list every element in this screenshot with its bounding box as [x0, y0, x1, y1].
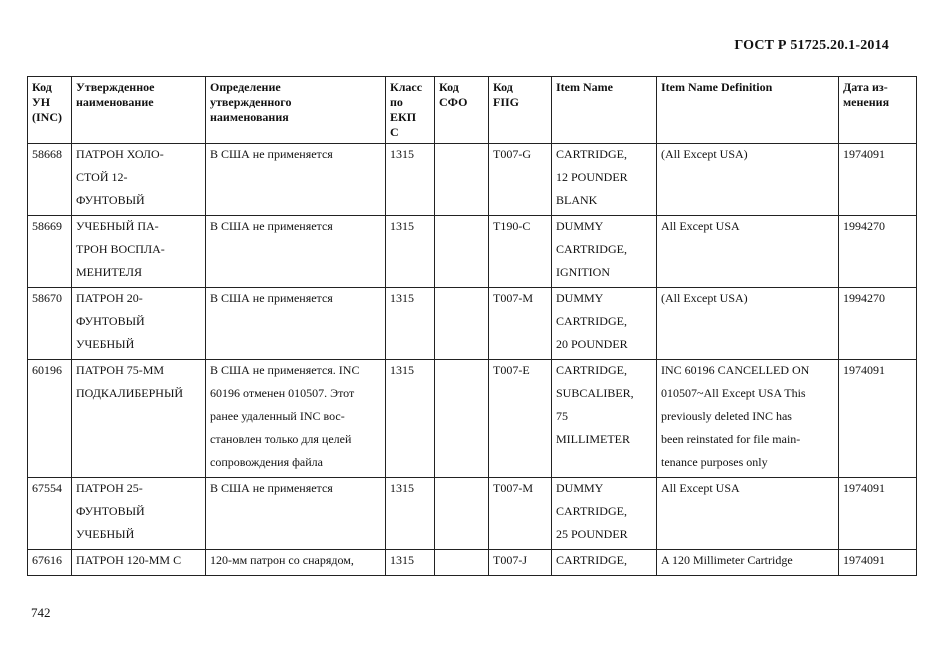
- data-table: [27, 76, 917, 576]
- change-date-cell: 1994270: [839, 288, 917, 360]
- column-header-fiig: Код FIIG: [489, 77, 552, 144]
- item-name-cell: DUMMY CARTRIDGE, IGNITION: [552, 216, 657, 288]
- item-name-definition-cell: (All Except USA): [657, 144, 839, 216]
- column-header-change-date: Дата из- менения: [839, 77, 917, 144]
- class-cell: 1315: [386, 478, 435, 550]
- approved-name-cell: ПАТРОН 75-ММ ПОДКАЛИБЕРНЫЙ: [72, 360, 206, 478]
- approved-name-cell: ПАТРОН 25- ФУНТОВЫЙ УЧЕБНЫЙ: [72, 478, 206, 550]
- inc-cell: 67616: [28, 550, 72, 576]
- change-date-cell: 1974091: [839, 360, 917, 478]
- sfo-cell: [435, 550, 489, 576]
- class-cell: 1315: [386, 360, 435, 478]
- definition-cell: 120-мм патрон со снарядом,: [206, 550, 386, 576]
- item-name-cell: DUMMY CARTRIDGE, 25 POUNDER: [552, 478, 657, 550]
- sfo-cell: [435, 478, 489, 550]
- table-row: [28, 144, 917, 216]
- change-date-cell: 1974091: [839, 550, 917, 576]
- fiig-cell: T007-E: [489, 360, 552, 478]
- column-header-approved-name: Утвержденное наименование: [72, 77, 206, 144]
- approved-name-cell: ПАТРОН 20- ФУНТОВЫЙ УЧЕБНЫЙ: [72, 288, 206, 360]
- column-header-class: Класс по ЕКП С: [386, 77, 435, 144]
- table-row: [28, 216, 917, 288]
- column-header-item-name-definition: Item Name Definition: [657, 77, 839, 144]
- item-name-definition-cell: All Except USA: [657, 216, 839, 288]
- item-name-definition-cell: All Except USA: [657, 478, 839, 550]
- fiig-cell: T007-G: [489, 144, 552, 216]
- item-name-cell: DUMMY CARTRIDGE, 20 POUNDER: [552, 288, 657, 360]
- class-cell: 1315: [386, 550, 435, 576]
- item-name-cell: CARTRIDGE,: [552, 550, 657, 576]
- sfo-cell: [435, 360, 489, 478]
- column-header-definition: Определение утвержденного наименования: [206, 77, 386, 144]
- approved-name-cell: ПАТРОН 120-ММ С: [72, 550, 206, 576]
- inc-cell: 58668: [28, 144, 72, 216]
- inc-cell: 60196: [28, 360, 72, 478]
- class-cell: 1315: [386, 144, 435, 216]
- item-name-definition-cell: INC 60196 CANCELLED ON 010507~All Except USA This previously deleted INC has been reinstated for file main- tenance purposes only: [657, 360, 839, 478]
- definition-cell: В США не применяется: [206, 144, 386, 216]
- table-row: [28, 550, 917, 576]
- table-header-row: [28, 77, 917, 144]
- fiig-cell: T007-J: [489, 550, 552, 576]
- sfo-cell: [435, 288, 489, 360]
- approved-name-cell: ПАТРОН ХОЛО- СТОЙ 12- ФУНТОВЫЙ: [72, 144, 206, 216]
- change-date-cell: 1974091: [839, 478, 917, 550]
- item-name-definition-cell: A 120 Millimeter Cartridge: [657, 550, 839, 576]
- column-header-sfo: Код СФО: [435, 77, 489, 144]
- table-row: [28, 478, 917, 550]
- column-header-inc: Код УН (INC): [28, 77, 72, 144]
- table-row: [28, 360, 917, 478]
- table-row: [28, 288, 917, 360]
- class-cell: 1315: [386, 216, 435, 288]
- item-name-definition-cell: (All Except USA): [657, 288, 839, 360]
- inc-cell: 58669: [28, 216, 72, 288]
- item-name-cell: CARTRIDGE, 12 POUNDER BLANK: [552, 144, 657, 216]
- sfo-cell: [435, 144, 489, 216]
- class-cell: 1315: [386, 288, 435, 360]
- fiig-cell: T007-M: [489, 478, 552, 550]
- document-header: ГОСТ Р 51725.20.1-2014: [734, 38, 889, 53]
- column-header-item-name: Item Name: [552, 77, 657, 144]
- item-name-cell: CARTRIDGE, SUBCALIBER, 75 MILLIMETER: [552, 360, 657, 478]
- definition-cell: В США не применяется: [206, 478, 386, 550]
- definition-cell: В США не применяется: [206, 216, 386, 288]
- inc-cell: 58670: [28, 288, 72, 360]
- definition-cell: В США не применяется. INC 60196 отменен 010507. Этот ранее удаленный INC вос- становлен только для целей сопровождения файла: [206, 360, 386, 478]
- sfo-cell: [435, 216, 489, 288]
- approved-name-cell: УЧЕБНЫЙ ПА- ТРОН ВОСПЛА- МЕНИТЕЛЯ: [72, 216, 206, 288]
- page-number: 742: [31, 605, 51, 620]
- fiig-cell: T007-M: [489, 288, 552, 360]
- inc-cell: 67554: [28, 478, 72, 550]
- fiig-cell: T190-C: [489, 216, 552, 288]
- change-date-cell: 1974091: [839, 144, 917, 216]
- definition-cell: В США не применяется: [206, 288, 386, 360]
- change-date-cell: 1994270: [839, 216, 917, 288]
